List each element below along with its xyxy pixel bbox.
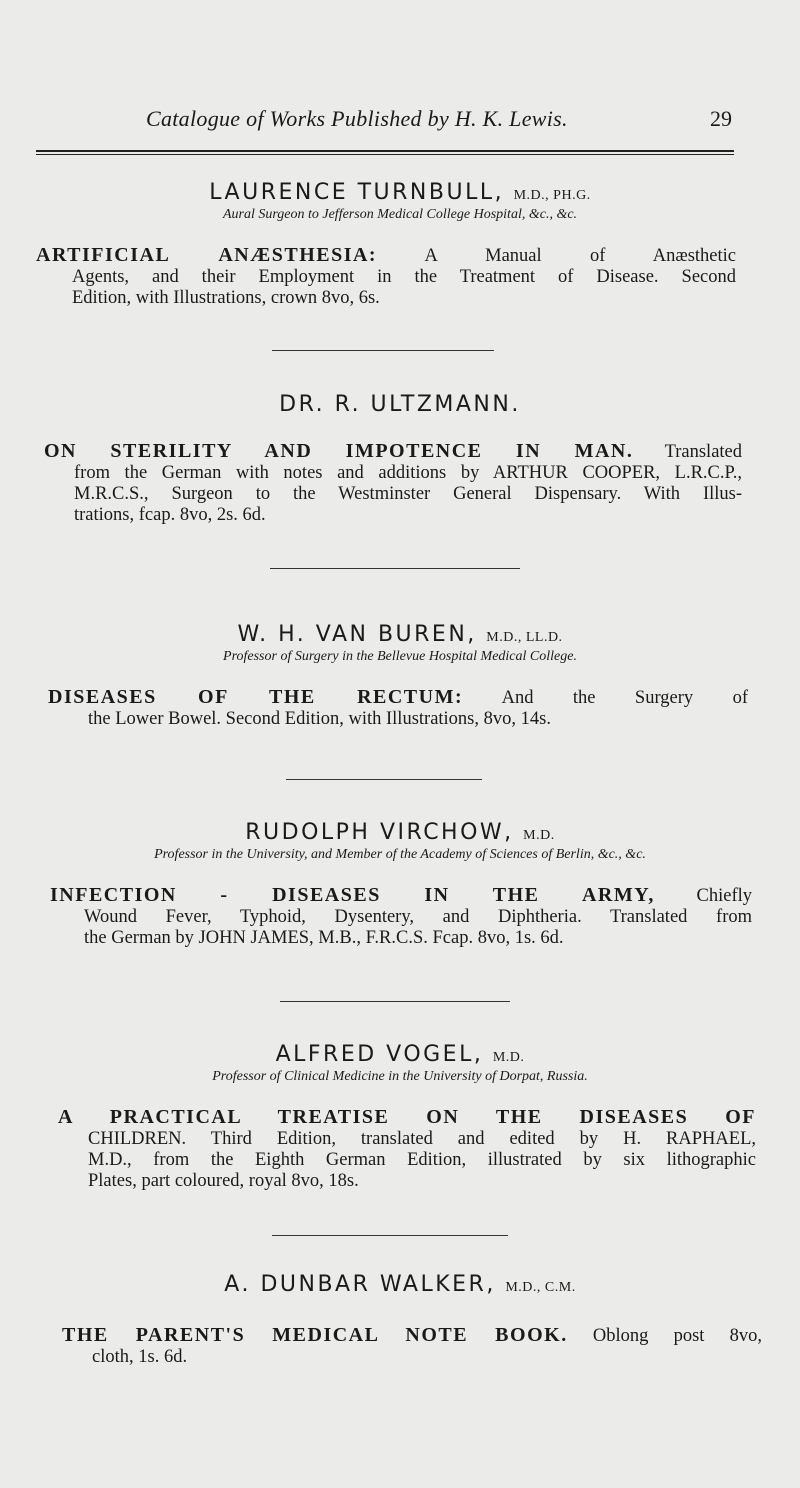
entry-line: Wound Fever, Typhoid, Dysentery, and Diphtheria. Translated from [84,907,752,927]
book-entry [36,245,736,309]
entry-first-line: ON STERILITY AND IMPOTENCE IN MAN. Translated [44,440,743,462]
entry-line: Plates, part coloured, royal 8vo, 18s. [88,1171,359,1191]
entry-virchow [0,820,800,949]
entry-line: Edition, with Illustrations, crown 8vo, 6s. [72,288,380,308]
author-name: LAURENCE TURNBULL, M.D., PH.G. [209,180,591,205]
entry-line: M.D., from the Eighth German Edition, illustrated by six lithographic [88,1150,756,1170]
book-entry [50,885,752,949]
section-divider [272,350,494,351]
entry-first-line: THE PARENT'S MEDICAL NOTE BOOK. Oblong post 8vo, [62,1324,763,1346]
book-title: ON STERILITY AND IMPOTENCE IN MAN. [44,440,634,462]
entry-dunbar-walker [0,1272,800,1368]
author-affiliation: Professor of Clinical Medicine in the University of Dorpat, Russia. [212,1069,588,1084]
author-name: A. DUNBAR WALKER, M.D., C.M. [224,1272,576,1297]
running-title: Catalogue of Works Published by H. K. Lewis. [146,106,568,131]
entry-line: cloth, 1s. 6d. [92,1347,188,1367]
entry-line: CHILDREN. Third Edition, translated and edited by H. RAPHAEL, [88,1129,756,1149]
book-title: INFECTION - DISEASES IN THE ARMY, [50,884,655,906]
entry-line: the German by JOHN JAMES, M.B., F.R.C.S. Fcap. 8vo, 1s. 6d. [84,928,564,948]
page-number: 29 [710,106,732,131]
book-title: ARTIFICIAL ANÆSTHESIA: [36,244,378,266]
book-entry [48,687,748,730]
author-degree: M.D., PH.G. [513,188,591,203]
entry-first-line: INFECTION - DISEASES IN THE ARMY, Chiefly [50,884,752,906]
author-affiliation: Aural Surgeon to Jefferson Medical College Hospital, &c., &c. [222,207,578,222]
section-divider [280,1001,510,1002]
entry-first-line [58,1107,756,1129]
author-degree: M.D., C.M. [505,1280,576,1295]
book-entry [58,1107,756,1192]
section-divider [270,568,520,569]
author-degree: M.D. [523,828,555,843]
book-title: THE PARENT'S MEDICAL NOTE BOOK. [62,1324,568,1346]
entry-line: trations, fcap. 8vo, 2s. 6d. [74,505,266,525]
entry-line: from the German with notes and additions by ARTHUR COOPER, L.R.C.P., [74,463,742,483]
author-name: RUDOLPH VIRCHOW, M.D. [245,820,555,845]
entry-line: M.R.C.S., Surgeon to the Westminster General Dispensary. With Illus- [74,484,742,504]
entry-line: the Lower Bowel. Second Edition, with Illustrations, 8vo, 14s. [88,709,551,729]
header-double-rule [36,150,734,155]
book-entry [62,1325,762,1368]
section-divider [286,779,482,780]
entry-turnbull [0,180,800,309]
entry-first-line: DISEASES OF THE RECTUM: And the Surgery of [48,686,749,708]
author-affiliation: Professor of Surgery in the Bellevue Hospital Medical College. [223,649,577,664]
entry-line: Agents, and their Employment in the Treatment of Disease. Second [72,267,736,287]
book-entry [44,441,742,526]
entry-van-buren [0,622,800,730]
author-name: ALFRED VOGEL, M.D. [275,1042,525,1067]
book-title: A PRACTICAL TREATISE ON THE DISEASES OF [58,1106,756,1128]
author-degree: M.D., LL.D. [486,630,563,645]
author-affiliation: Professor in the University, and Member of the Academy of Sciences of Berlin, &c., &c. [154,847,646,862]
book-title: DISEASES OF THE RECTUM: [48,686,464,708]
entry-ultzmann [0,392,800,526]
author-name: W. H. VAN BUREN, M.D., LL.D. [237,622,563,647]
running-head [36,106,736,136]
entry-first-line: ARTIFICIAL ANÆSTHESIA: A Manual of Anæsthetic [36,244,737,266]
section-divider [272,1235,508,1236]
author-name: DR. R. ULTZMANN. [279,392,521,417]
author-degree: M.D. [492,1050,525,1065]
entry-vogel [0,1042,800,1192]
